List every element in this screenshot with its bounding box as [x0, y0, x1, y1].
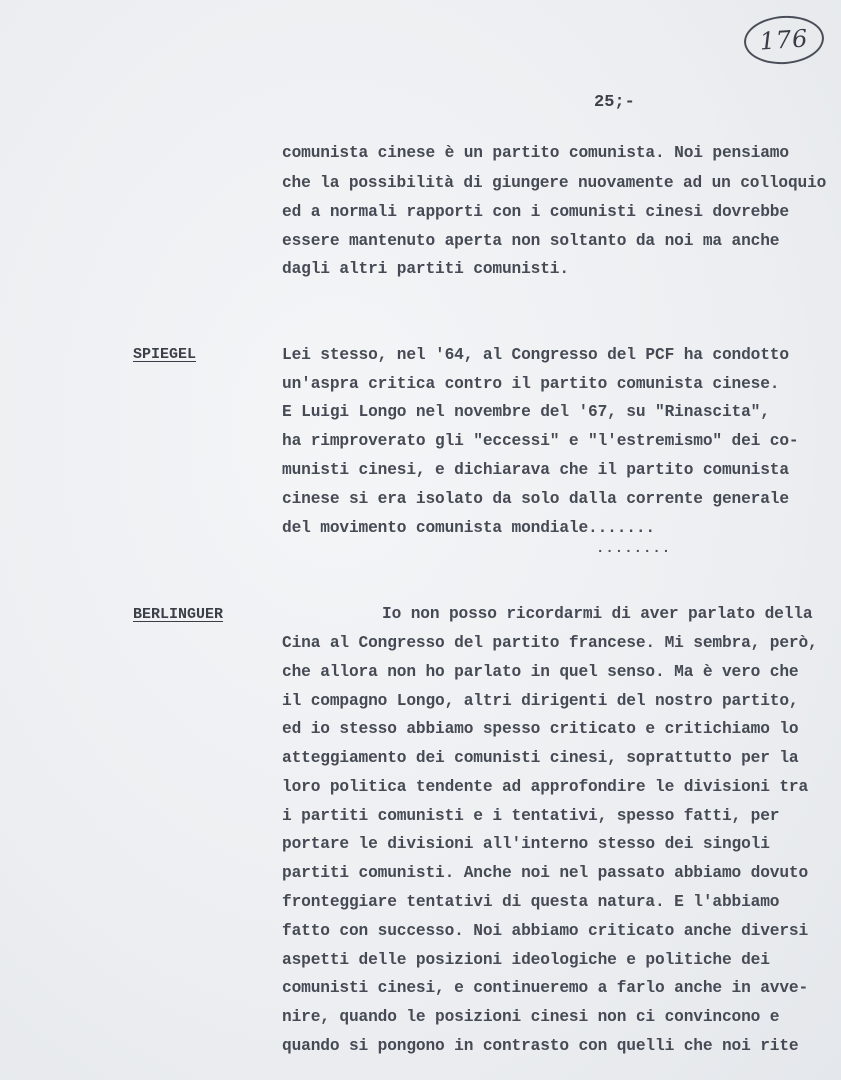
- folio-number: 176: [758, 24, 810, 56]
- text-line: fatto con successo. Noi abbiamo criticato anche diversi: [282, 922, 809, 940]
- text-line: ed io stesso abbiamo spesso criticato e critichiamo lo: [282, 720, 799, 738]
- ellipsis-line: ........: [596, 541, 672, 557]
- text-line: dagli altri partiti comunisti.: [282, 260, 569, 278]
- speaker-label-spiegel: SPIEGEL: [133, 346, 197, 363]
- text-line: partiti comunisti. Anche noi nel passato abbiamo dovuto: [282, 864, 809, 882]
- text-line: Lei stesso, nel '64, al Congresso del PCF ha condotto: [282, 346, 789, 364]
- text-line: aspetti delle posizioni ideologiche e politiche dei: [282, 951, 770, 969]
- text-line: che la possibilità di giungere nuovamente ad un colloquio: [282, 174, 827, 192]
- text-line: Cina al Congresso del partito francese. Mi sembra, però,: [282, 634, 818, 652]
- text-line: nire, quando le posizioni cinesi non ci convincono e: [282, 1008, 780, 1026]
- text-line: il compagno Longo, altri dirigenti del nostro partito,: [282, 692, 799, 710]
- page-number: 25;-: [594, 93, 635, 112]
- text-line: comunisti cinesi, e continueremo a farlo anche in avve-: [282, 979, 809, 997]
- text-line: E Luigi Longo nel novembre del '67, su "Rinascita",: [282, 403, 770, 421]
- text-line: ha rimproverato gli "eccessi" e "l'estremismo" dei co-: [282, 432, 799, 450]
- text-line: portare le divisioni all'interno stesso dei singoli: [282, 835, 770, 853]
- text-line: i partiti comunisti e i tentativi, spesso fatti, per: [282, 807, 780, 825]
- speaker-label-berlinguer: BERLINGUER: [133, 606, 224, 623]
- text-line: cinese si era isolato da solo dalla corrente generale: [282, 490, 789, 508]
- text-line: Io non posso ricordarmi di aver parlato della: [382, 605, 813, 623]
- text-line: che allora non ho parlato in quel senso. Ma è vero che: [282, 663, 799, 681]
- text-line: ed a normali rapporti con i comunisti cinesi dovrebbe: [282, 203, 789, 221]
- text-line: fronteggiare tentativi di questa natura. E l'abbiamo: [282, 893, 780, 911]
- text-line: un'aspra critica contro il partito comunista cinese.: [282, 375, 780, 393]
- text-line: loro politica tendente ad approfondire le divisioni tra: [282, 778, 809, 796]
- text-line: essere mantenuto aperta non soltanto da noi ma anche: [282, 232, 780, 250]
- text-line: munisti cinesi, e dichiarava che il partito comunista: [282, 461, 789, 479]
- text-line: atteggiamento dei comunisti cinesi, soprattutto per la: [282, 749, 799, 767]
- text-line: del movimento comunista mondiale.......: [282, 519, 655, 537]
- text-line: comunista cinese è un partito comunista. Noi pensiamo: [282, 144, 789, 162]
- text-line: quando si pongono in contrasto con quelli che noi rite: [282, 1037, 799, 1055]
- folio-stamp: [742, 13, 825, 66]
